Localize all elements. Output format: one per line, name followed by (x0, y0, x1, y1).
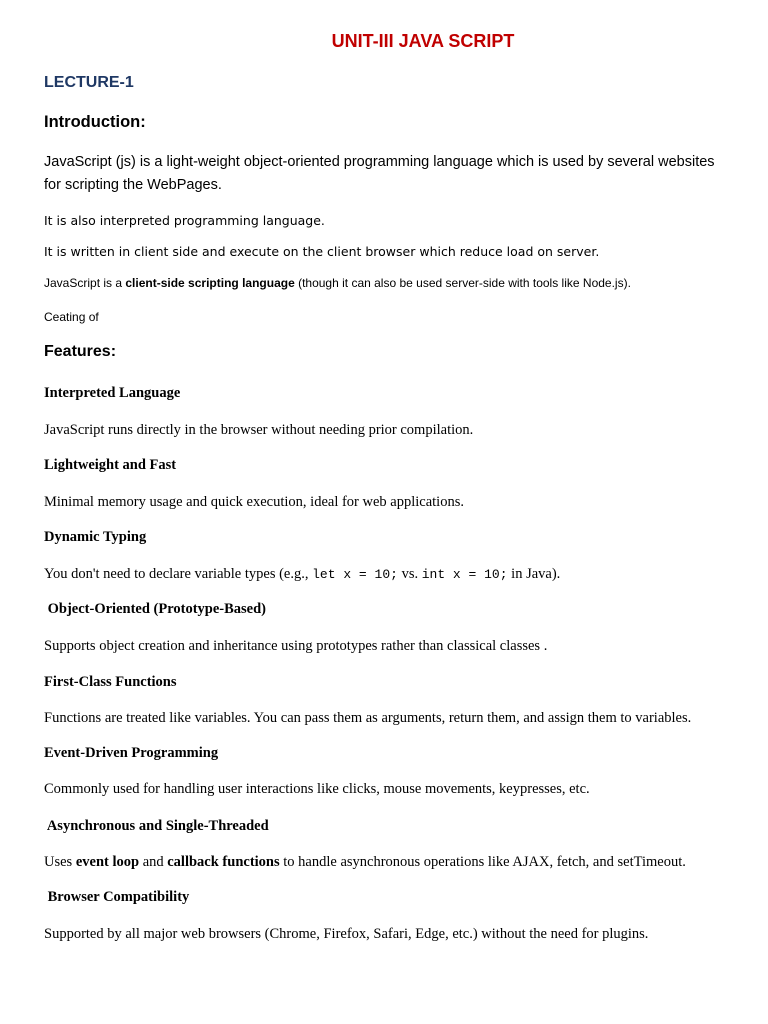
feature-description (44, 854, 686, 871)
desc-text: vs. (397, 566, 422, 582)
features-heading: Features: (44, 343, 117, 360)
feature-heading: Interpreted Language (44, 385, 181, 401)
feature-heading: Browser Compatibility (44, 889, 190, 905)
scripting-line-after: (though it can also be used server-side with tools like Node.js). (294, 276, 631, 290)
introduction-heading: Introduction: (44, 113, 146, 131)
feature-heading: Event-Driven Programming (44, 745, 219, 761)
scripting-line-before: JavaScript is a (44, 276, 126, 290)
feature-heading: First-Class Functions (44, 674, 177, 690)
feature-heading: Object-Oriented (Prototype-Based) (44, 601, 267, 617)
feature-heading: Lightweight and Fast (44, 457, 177, 473)
feature-description: JavaScript runs directly in the browser without needing prior compilation. (44, 422, 474, 438)
client-side-line: It is written in client side and execute on the client browser which reduce load on server. (44, 244, 600, 259)
scripting-language-line (44, 276, 631, 290)
feature-description: Supports object creation and inheritance using prototypes rather than classical classes . (44, 638, 548, 654)
feature-description: Functions are treated like variables. You can pass them as arguments, return them, and assign them to variables. (44, 710, 692, 726)
desc-text: in Java). (507, 566, 561, 582)
feature-description: Commonly used for handling user interactions like clicks, mouse movements, keypresses, etc. (44, 781, 590, 797)
ceating-line: Ceating of (44, 310, 99, 324)
feature-description: Minimal memory usage and quick execution, ideal for web applications. (44, 494, 464, 510)
desc-text: to handle asynchronous operations like AJAX, fetch, and setTimeout. (279, 854, 686, 870)
code-snippet: int x = 10; (421, 567, 508, 582)
lecture-label: LECTURE-1 (44, 74, 134, 91)
page-title: UNIT-III JAVA SCRIPT (331, 31, 515, 51)
scripting-line-bold: client-side scripting language (125, 276, 295, 290)
feature-description (44, 566, 560, 583)
desc-bold: event loop (75, 854, 140, 870)
interpreted-line: It is also interpreted programming language. (44, 213, 325, 228)
desc-text: Uses (44, 854, 76, 870)
introduction-paragraph: JavaScript (js) is a light-weight object-oriented programming language which is used by several websites for scripting the WebPages. (44, 154, 715, 193)
desc-bold: callback functions (167, 854, 280, 870)
feature-heading: Dynamic Typing (44, 529, 147, 545)
feature-heading: Asynchronous and Single-Threaded (44, 818, 269, 834)
feature-description: Supported by all major web browsers (Chrome, Firefox, Safari, Edge, etc.) without the need for plugins. (44, 926, 649, 942)
desc-text: You don't need to declare variable types (e.g., (44, 566, 313, 582)
code-snippet: let x = 10; (312, 567, 398, 582)
desc-text: and (139, 854, 168, 870)
